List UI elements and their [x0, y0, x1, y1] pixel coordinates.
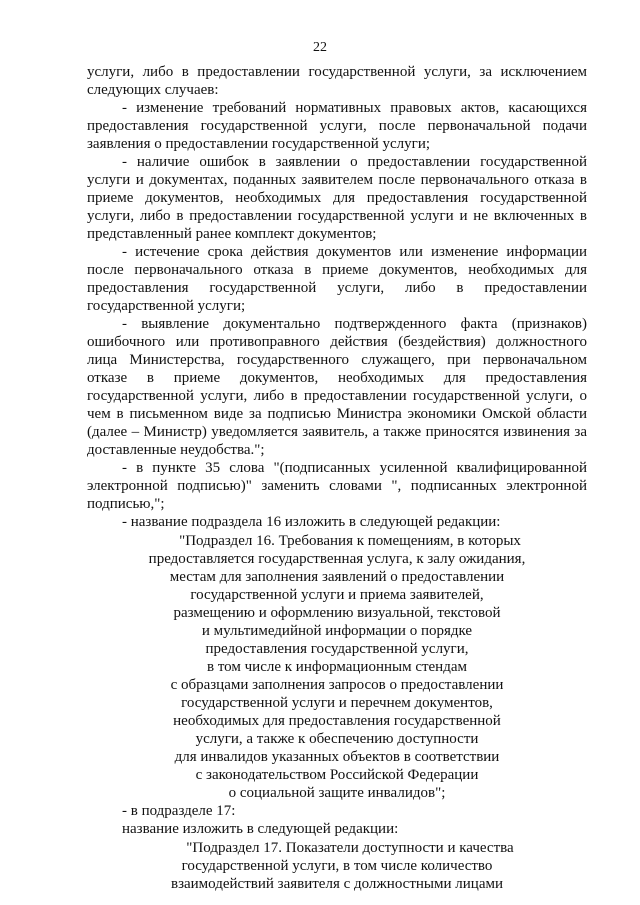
centered-line: с законодательством Российской Федерации: [195, 767, 479, 783]
centered-line: государственной услуги, в том числе количество: [181, 858, 493, 874]
text-line: - в пункте 35 слова "(подписанных усиленной квалифицированной: [122, 460, 587, 476]
text-line: предоставления государственной услуги, после первоначальной подачи: [87, 118, 587, 134]
text-line: название изложить в следующей редакции:: [122, 821, 399, 837]
centered-line: и мультимедийной информации о порядке: [201, 623, 473, 639]
centered-line: предоставляется государственная услуга, к залу ожидания,: [148, 551, 526, 567]
page-number: 22: [313, 40, 327, 55]
text-line: - название подраздела 16 изложить в следующей редакции:: [122, 514, 501, 530]
centered-line: государственной услуги и приема заявителей,: [190, 587, 484, 603]
text-line: - изменение требований нормативных правовых актов, касающихся: [122, 100, 587, 116]
text-line: представленный ранее комплект документов;: [87, 226, 377, 242]
text-line: государственной услуги, либо в предоставлении государственной услуги, о: [87, 388, 587, 404]
text-line: - в подразделе 17:: [122, 803, 236, 819]
text-line: услуги, либо в предоставлении государственной услуги и не включенных в: [87, 208, 587, 224]
text-line: чем в письменном виде за подписью Министра экономики Омской области: [87, 406, 587, 422]
text-line: - истечение срока действия документов или изменение информации: [122, 244, 587, 260]
centered-line: необходимых для предоставления государственной: [173, 713, 501, 729]
centered-line: услуги, а также к обеспечению доступности: [195, 731, 479, 747]
centered-line: государственной услуги и перечнем документов,: [181, 695, 493, 711]
centered-line: местам для заполнения заявлений о предоставлении: [169, 569, 505, 585]
centered-line: о социальной защите инвалидов";: [228, 785, 446, 801]
text-line: - наличие ошибок в заявлении о предоставлении государственной: [122, 154, 587, 170]
centered-line: "Подраздел 17. Показатели доступности и качества: [186, 840, 514, 856]
text-line: услуги и документах, поданных заявителем после первоначального отказа в: [87, 172, 587, 188]
text-line: электронной подписью)" заменить словами ", подписанных электронной: [87, 478, 587, 494]
text-line: доставленные неудобства.";: [87, 442, 265, 458]
text-line: отказе в приеме документов, необходимых для предоставления: [87, 370, 587, 386]
text-line: государственной услуги;: [87, 298, 246, 314]
centered-line: взаимодействий заявителя с должностными лицами: [170, 876, 503, 892]
centered-line: предоставления государственной услуги,: [205, 641, 469, 657]
centered-line: с образцами заполнения запросов о предоставлении: [170, 677, 504, 693]
centered-line: "Подраздел 16. Требования к помещениям, в которых: [179, 533, 521, 549]
text-line: подписью,";: [87, 496, 165, 512]
text-line: следующих случаев:: [87, 82, 219, 98]
centered-line: в том числе к информационным стендам: [206, 659, 467, 675]
text-line: (далее – Министр) уведомляется заявитель, а также приносятся извинения за: [87, 424, 587, 440]
text-line: ошибочного или противоправного действия (бездействия) должностного: [87, 334, 587, 350]
text-line: после первоначального отказа в приеме документов, необходимых для: [87, 262, 587, 278]
text-line: заявления о предоставлении государственной услуги;: [87, 136, 431, 152]
text-line: - выявление документально подтвержденного факта (признаков): [122, 316, 587, 332]
text-line: предоставления государственной услуги, либо в предоставлении: [87, 280, 587, 296]
text-line: приеме документов, необходимых для предоставления государственной: [87, 190, 587, 206]
text-line: лица Министерства, государственного служащего, при первоначальном: [87, 352, 587, 368]
centered-line: для инвалидов указанных объектов в соответствии: [174, 749, 500, 765]
text-line: услуги, либо в предоставлении государственной услуги, за исключением: [87, 64, 587, 80]
centered-line: размещению и оформлению визуальной, текстовой: [173, 605, 501, 621]
